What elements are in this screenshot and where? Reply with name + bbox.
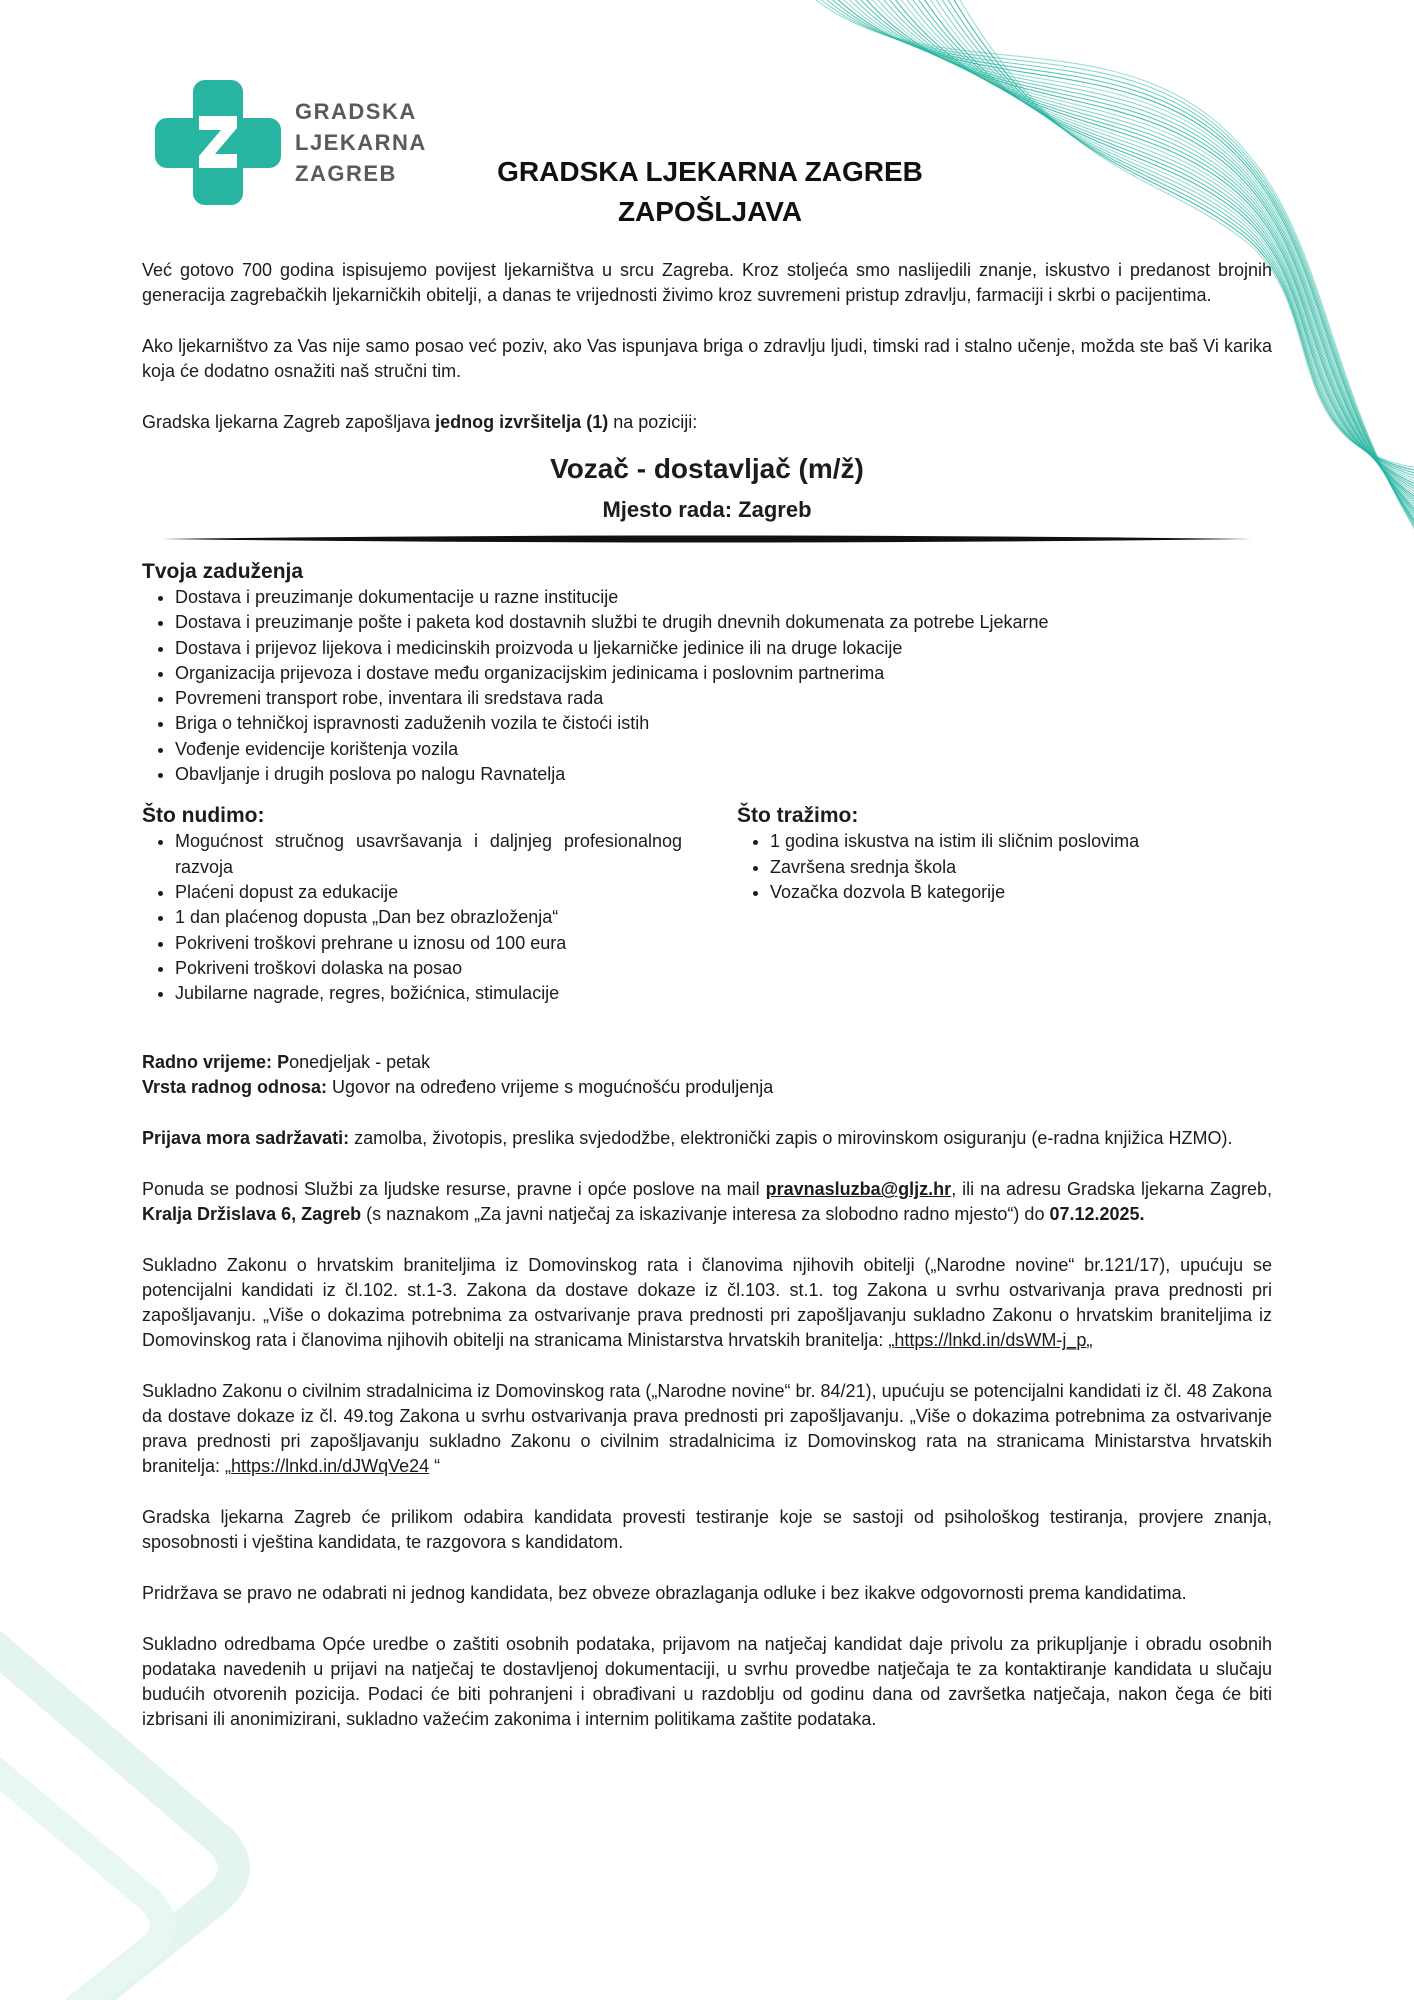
submission-deadline: 07.12.2025. (1049, 1204, 1145, 1225)
veterans-after: „ (1086, 1330, 1093, 1351)
intro-p3-pre: Gradska ljekarna Zagreb zapošljava (142, 412, 436, 432)
section-divider (142, 533, 1272, 545)
offer-item: • Jubilarne nagrade, regres, božićnica, stimulacije (175, 981, 682, 1006)
requirements-list (737, 829, 1272, 905)
testing-paragraph: Gradska ljekarna Zagreb će prilikom odabira kandidata provesti testiranje koje se sastoji od psihološkog testiranja, provjere znanja, sposobnosti i vještina kandidata, te razgovora s kandidatom. (142, 1507, 1272, 1553)
logo-wordmark (295, 96, 427, 189)
employment-type-label: Vrsta radnog odnosa: (142, 1077, 328, 1098)
submission-mid: , ili na adresu Gradska ljekarna Zagreb, (951, 1179, 1272, 1200)
hours-value-initial: P (277, 1052, 290, 1073)
requirements-heading: Što tražimo: (737, 804, 859, 828)
requirement-item: • Vozačka dozvola B kategorije (770, 880, 1272, 905)
offer-item: • Mogućnost stručnog usavršavanja i daljnjeg profesionalnog razvoja (175, 829, 682, 880)
duty-item: • Briga o tehničkoj ispravnosti zaduženih vozila te čistoći istih (175, 711, 1272, 736)
offer-column (142, 791, 682, 1006)
intro-paragraph-1: Već gotovo 700 godina ispisujemo povijest ljekarništva u srcu Zagreba. Kroz stoljeća smo naslijedili znanje, iskustvo i predanost brojnih generacija zagrebačkih ljekarničkih obitelji, a danas te vrijednosti živimo kroz suvremeni pristup zdravlju, farmaciji i skrbi o pacijentima. (142, 260, 1272, 305)
duty-item: • Dostava i prijevoz lijekova i medicinskih proizvoda u ljekarničke jedinice ili na druge lokacije (175, 636, 1272, 661)
application-text: zamolba, životopis, preslika svjedodžbe, elektronički zapis o mirovinskom osiguranju (e-radna knjižica HZMO). (354, 1128, 1233, 1149)
reservation-paragraph: Pridržava se pravo ne odabrati ni jednog kandidata, bez obveze obrazlaganja odluke i bez ikakve odgovornosti prema kandidatima. (142, 1583, 1187, 1604)
logo-line-2: LJEKARNA (295, 130, 427, 155)
duties-list (142, 585, 1272, 787)
requirement-item: • 1 godina iskustva na istim ili sličnim poslovima (770, 829, 1272, 854)
veterans-paragraph (142, 1253, 1272, 1353)
document-body (142, 258, 1272, 1758)
duty-item: • Organizacija prijevoza i dostave među organizacijskim jedinicama i poslovnim partnerima (175, 661, 1272, 686)
civilians-after: “ (429, 1456, 441, 1477)
hours-value: onedjeljak - petak (289, 1052, 431, 1073)
offer-heading: Što nudimo: (142, 804, 265, 828)
duty-item: • Dostava i preuzimanje pošte i paketa kod dostavnih službi te drugih dnevnih dokumenata za potrebe Ljekarne (175, 610, 1272, 635)
submission-pre: Ponuda se podnosi Službi za ljudske resurse, pravne i opće poslove na mail (142, 1179, 766, 1200)
submission-post: (s naznakom „Za javni natječaj za iskazivanje interesa za slobodno radno mjesto“) do (361, 1204, 1050, 1225)
application-contents (142, 1126, 1272, 1151)
logo-line-3: ZAGREB (295, 161, 397, 186)
intro-p3-post: na poziciji: (608, 412, 698, 432)
hours-label: Radno vrijeme: (142, 1052, 273, 1073)
offer-item: • Pokriveni troškovi dolaska na posao (175, 956, 682, 981)
civilians-text: Sukladno Zakonu o civilnim stradalnicima iz Domovinskog rata („Narodne novine“ br. 84/21), upućuju se potencijalni kandidati iz čl. 48 Zakona da dostave dokaze iz čl. 49.tog Zakona u svrhu ostvarivanja prava prednosti pri zapošljavanju. „Više o dokazima potrebnima za ostvarivanje prava prednosti pri zapošljavanju sukladno Zakonu o civilnim stradalnicima iz Domovinskog rata na stranicama Ministarstva hrvatskih branitelja: „ (142, 1381, 1272, 1477)
offer-item: • Pokriveni troškovi prehrane u iznosu od 100 eura (175, 931, 682, 956)
offer-item: • Plaćeni dopust za edukacije (175, 880, 682, 905)
work-details (142, 1050, 1272, 1100)
intro-paragraph-2: Ako ljekarništvo za Vas nije samo posao već poziv, ako Vas ispunjava briga o zdravlju ljudi, timski rad i stalno učenje, možda ste baš Vi karika koja će dodatno osnažiti naš stručni tim. (142, 336, 1272, 381)
page-title (440, 152, 980, 232)
company-logo (155, 80, 455, 205)
veterans-link[interactable]: https://lnkd.in/dsWM-j_p (894, 1330, 1087, 1351)
title-line-1: GRADSKA LJEKARNA ZAGREB (497, 156, 923, 187)
application-label: Prijava mora sadržavati: (142, 1128, 350, 1149)
duty-item: • Obavljanje i drugih poslova po nalogu Ravnatelja (175, 762, 1272, 787)
submission-address: Kralja Držislava 6, Zagreb (142, 1204, 362, 1225)
requirement-item: • Završena srednja škola (770, 855, 1272, 880)
requirements-column (737, 791, 1272, 1006)
duties-heading: Tvoja zaduženja (142, 560, 304, 583)
intro-paragraph-3 (142, 410, 1272, 435)
duty-item: • Dostava i preuzimanje dokumentacije u razne institucije (175, 585, 1272, 610)
logo-line-1: GRADSKA (295, 99, 417, 124)
offer-list (142, 829, 682, 1006)
offer-requirements-columns (142, 791, 1272, 1006)
title-line-2: ZAPOŠLJAVA (617, 196, 803, 227)
position-title: Vozač - dostavljač (m/ž) (550, 453, 864, 484)
gdpr-paragraph: Sukladno odredbama Opće uredbe o zaštiti osobnih podataka, prijavom na natječaj kandidat daje privolu za prikupljanje i obradu osobnih podataka navedenih u prijavi na natječaj te dostavljenoj dokumentaciji, u svrhu provedbe natječaja te za kontaktiranje kandidata u slučaju budućih otvorenih pozicija. Podaci će biti pohranjeni i obrađivani u razdoblju od godinu dana od završetka natječaja, nakon čega će biti izbrisani ili anonimizirani, sukladno važećim zakonima i internim politikama zaštite podataka. (142, 1634, 1272, 1730)
civilians-link[interactable]: https://lnkd.in/dJWqVe24 (231, 1456, 430, 1477)
veterans-text: Sukladno Zakonu o hrvatskim braniteljima iz Domovinskog rata i članovima njihovih obitelji („Narodne novine“ br.121/17), upućuju se potencijalni kandidati iz čl.102. st.1-3. Zakona da dostave dokaze iz čl.103. st.1. tog Zakona u svrhu ostvarivanja prava prednosti pri zapošljavanju. „Više o dokazima potrebnima za ostvarivanje prava prednosti pri zapošljavanju sukladno Zakonu o hrvatskim braniteljima iz Domovinskog rata i članovima njihovih obitelji na stranicama Ministarstva hrvatskih branitelja: „ (142, 1255, 1272, 1351)
employment-type-value: Ugovor na određeno vrijeme s mogućnošću produljenja (332, 1077, 774, 1098)
position-location: Mjesto rada: Zagreb (602, 497, 812, 522)
pharmacy-cross-icon (155, 80, 281, 205)
offer-item: • 1 dan plaćenog dopusta „Dan bez obrazloženja“ (175, 905, 682, 930)
duty-item: • Povremeni transport robe, inventara ili sredstava rada (175, 686, 1272, 711)
duty-item: • Vođenje evidencije korištenja vozila (175, 737, 1272, 762)
submission-paragraph (142, 1177, 1272, 1227)
intro-p3-bold: jednog izvršitelja (1) (435, 412, 609, 432)
email-link[interactable]: pravnasluzba@gljz.hr (765, 1179, 952, 1200)
civilians-paragraph (142, 1379, 1272, 1479)
